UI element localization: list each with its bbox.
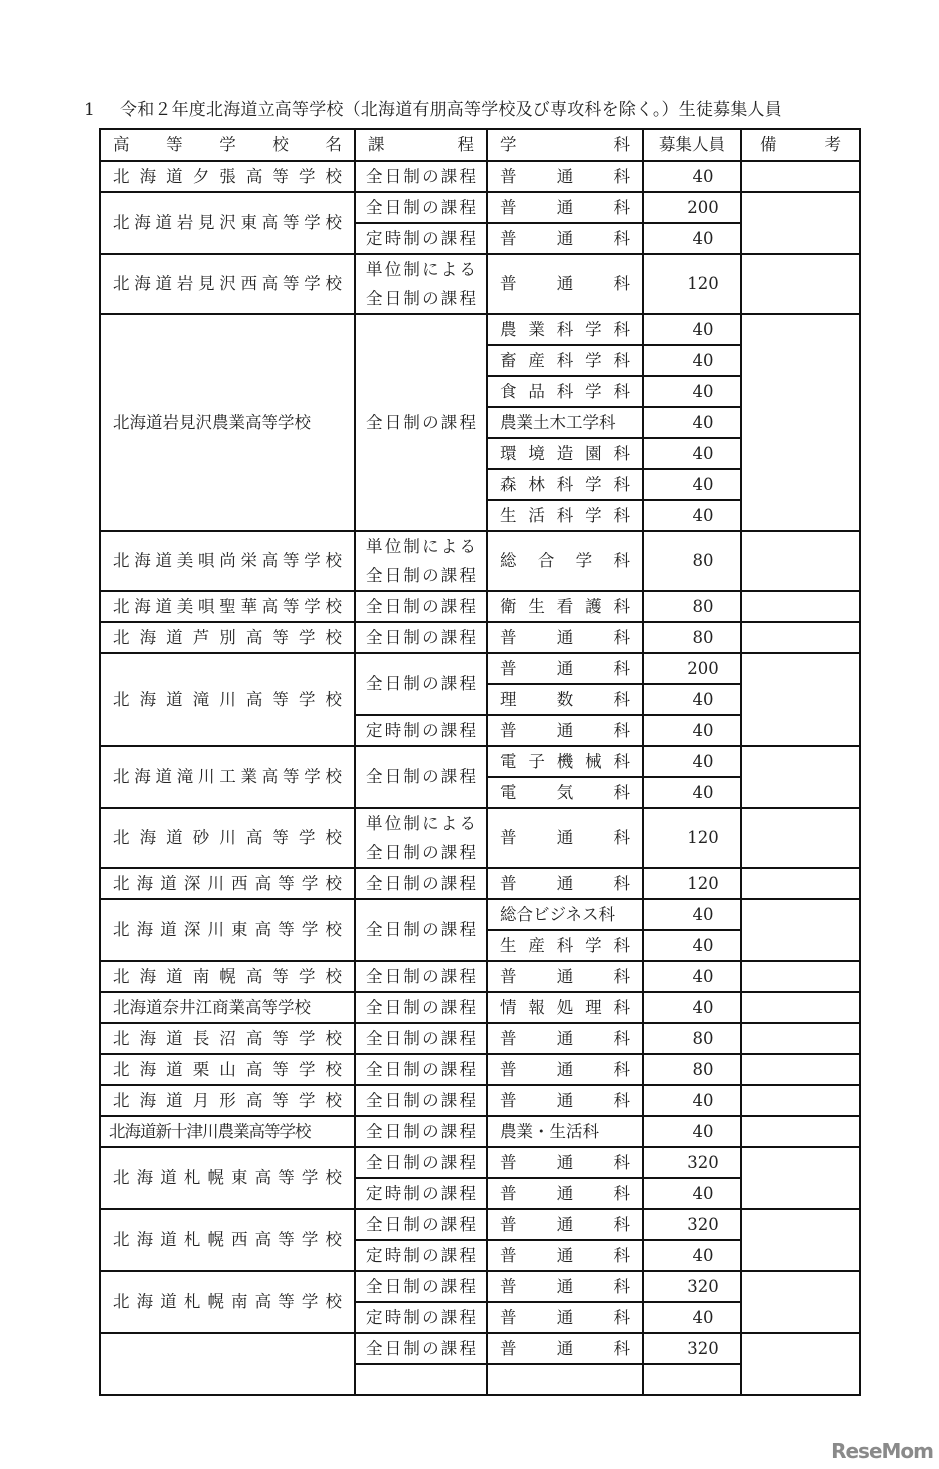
count-cell: 40: [643, 223, 741, 254]
table-row: [100, 899, 860, 930]
count-cell: 40: [643, 345, 741, 376]
course-line: 全日制の課程: [366, 1028, 476, 1048]
table-row: [100, 1209, 860, 1240]
count-cell: 40: [643, 961, 741, 992]
course-line: 全日制の課程: [366, 166, 476, 186]
header-dept: 学科: [487, 129, 643, 161]
dept-cell: 普通科: [487, 868, 643, 899]
count-cell: 40: [643, 1116, 741, 1147]
count-cell: 40: [643, 715, 741, 746]
table-row: [100, 192, 860, 223]
course-cell: [355, 961, 487, 992]
school-name-cell: 北海道美唄聖華高等学校: [100, 591, 355, 622]
course-cell: [355, 899, 487, 961]
school-name-cell: 北海道栗山高等学校: [100, 1054, 355, 1085]
remarks-cell: [741, 1085, 860, 1116]
course-cell: [355, 868, 487, 899]
course-line: 全日制の課程: [366, 873, 476, 893]
course-line: 全日制の課程: [366, 920, 476, 939]
remarks-cell: [741, 808, 860, 868]
course-cell: [355, 1147, 487, 1178]
course-line: 全日制の課程: [366, 997, 476, 1017]
count-cell: 40: [643, 930, 741, 961]
school-name-cell: 北海道深川西高等学校: [100, 868, 355, 899]
header-course: 課程: [355, 129, 487, 161]
count-cell: 40: [643, 161, 741, 192]
dept-cell: 理数科: [487, 684, 643, 715]
course-line: 単位制による: [366, 814, 476, 833]
enrollment-table-container: [99, 128, 861, 1450]
dept-cell: 普通科: [487, 808, 643, 868]
course-cell: [355, 1054, 487, 1085]
count-cell: 80: [643, 1054, 741, 1085]
school-name-cell: 北海道長沼高等学校: [100, 1023, 355, 1054]
dept-cell: 普通科: [487, 1178, 643, 1209]
remarks-cell: [741, 314, 860, 531]
count-cell: 40: [643, 746, 741, 777]
header-remarks: 備考: [741, 129, 860, 161]
course-cell: [355, 591, 487, 622]
dept-cell: 普通科: [487, 254, 643, 314]
course-line: 全日制の課程: [366, 1090, 476, 1110]
document-title: [84, 95, 782, 120]
dept-cell: 衛生看護科: [487, 591, 643, 622]
course-line: 定時制の課程: [366, 228, 476, 248]
dept-cell: 電子機械科: [487, 746, 643, 777]
table-row: [100, 1085, 860, 1116]
dept-cell: 普通科: [487, 192, 643, 223]
course-line: 全日制の課程: [366, 627, 476, 647]
dept-cell: 普通科: [487, 653, 643, 684]
table-row: [100, 1054, 860, 1085]
count-cell: 40: [643, 469, 741, 500]
dept-cell: 森林科学科: [487, 469, 643, 500]
course-line: 単位制による: [366, 260, 476, 279]
school-name-cell: 北海道岩見沢西高等学校: [100, 254, 355, 314]
course-line: 全日制の課程: [366, 566, 476, 585]
remarks-cell: [741, 1147, 860, 1209]
dept-cell: 総合学科: [487, 531, 643, 591]
school-name-cell: 北海道砂川高等学校: [100, 808, 355, 868]
course-line: 全日制の課程: [366, 1059, 476, 1079]
course-line: 全日制の課程: [366, 1214, 476, 1234]
table-row: [100, 1271, 860, 1302]
course-line: 全日制の課程: [366, 412, 476, 432]
count-cell: 200: [643, 192, 741, 223]
school-name-cell: 北海道岩見沢東高等学校: [100, 192, 355, 254]
course-line: 全日制の課程: [366, 1276, 476, 1296]
table-row: [100, 531, 860, 591]
dept-cell: 普通科: [487, 1147, 643, 1178]
remarks-cell: [741, 1271, 860, 1333]
table-row: [100, 254, 860, 314]
course-cell: [355, 1364, 487, 1395]
count-cell: 40: [643, 1302, 741, 1333]
course-cell: [355, 715, 487, 746]
count-cell: 40: [643, 1178, 741, 1209]
table-header-row: [100, 129, 860, 161]
course-line: 全日制の課程: [366, 1152, 476, 1172]
course-line: 全日制の課程: [366, 197, 476, 217]
count-cell: 40: [643, 684, 741, 715]
school-name-cell: [100, 1333, 355, 1395]
course-cell: [355, 1023, 487, 1054]
remarks-cell: [741, 531, 860, 591]
course-line: 全日制の課程: [366, 1121, 476, 1141]
school-name-cell: 北海道南幌高等学校: [100, 961, 355, 992]
table-row: [100, 992, 860, 1023]
course-cell: [355, 1116, 487, 1147]
school-name-cell: 北海道札幌東高等学校: [100, 1147, 355, 1209]
table-row: [100, 868, 860, 899]
course-cell: [355, 1085, 487, 1116]
count-cell: 40: [643, 407, 741, 438]
count-cell: 40: [643, 992, 741, 1023]
school-name-cell: 北海道美唄尚栄高等学校: [100, 531, 355, 591]
remarks-cell: [741, 1116, 860, 1147]
dept-cell: [487, 1364, 643, 1395]
remarks-cell: [741, 992, 860, 1023]
count-cell: 320: [643, 1271, 741, 1302]
dept-cell: 農業土木工学科: [487, 407, 643, 438]
count-cell: 80: [643, 622, 741, 653]
count-cell: 80: [643, 1023, 741, 1054]
count-cell: [643, 1364, 741, 1395]
remarks-cell: [741, 653, 860, 746]
school-name-cell: 北海道月形高等学校: [100, 1085, 355, 1116]
course-cell: [355, 622, 487, 653]
dept-cell: 総合ビジネス科: [487, 899, 643, 930]
course-cell: [355, 992, 487, 1023]
count-cell: 320: [643, 1209, 741, 1240]
course-line: 全日制の課程: [366, 596, 476, 616]
header-school: 高等学校名: [100, 129, 355, 161]
dept-cell: 普通科: [487, 1271, 643, 1302]
remarks-cell: [741, 591, 860, 622]
course-line: 定時制の課程: [366, 1307, 476, 1327]
dept-cell: 普通科: [487, 1302, 643, 1333]
course-line: 全日制の課程: [366, 767, 476, 786]
course-cell: [355, 1209, 487, 1240]
table-row: [100, 746, 860, 777]
section-number: 1: [84, 100, 96, 120]
remarks-cell: [741, 868, 860, 899]
course-cell: [355, 746, 487, 808]
remarks-cell: [741, 1209, 860, 1271]
dept-cell: 畜産科学科: [487, 345, 643, 376]
title-text: 令和２年度北海道立高等学校（北海道有朋高等学校及び専攻科を除く。）生徒募集人員: [120, 100, 782, 120]
course-line: 全日制の課程: [366, 674, 476, 693]
remarks-cell: [741, 1333, 860, 1395]
course-cell: [355, 254, 487, 314]
dept-cell: 普通科: [487, 1023, 643, 1054]
count-cell: 40: [643, 1240, 741, 1271]
table-row: [100, 1023, 860, 1054]
count-cell: 200: [643, 653, 741, 684]
school-name-cell: 北海道深川東高等学校: [100, 899, 355, 961]
course-cell: [355, 653, 487, 715]
enrollment-table: [99, 128, 861, 1396]
school-name-cell: 北海道奈井江商業高等学校: [100, 992, 355, 1023]
count-cell: 40: [643, 314, 741, 345]
dept-cell: 電気科: [487, 777, 643, 808]
course-line: 定時制の課程: [366, 1245, 476, 1265]
remarks-cell: [741, 161, 860, 192]
dept-cell: 農業・生活科: [487, 1116, 643, 1147]
resemom-watermark-logo: ReseMom: [831, 1439, 933, 1463]
count-cell: 320: [643, 1147, 741, 1178]
course-cell: [355, 314, 487, 531]
table-row: [100, 1147, 860, 1178]
dept-cell: 普通科: [487, 223, 643, 254]
course-cell: [355, 223, 487, 254]
table-row: [100, 961, 860, 992]
course-cell: [355, 192, 487, 223]
course-cell: [355, 531, 487, 591]
course-line: 全日制の課程: [366, 843, 476, 862]
school-name-cell: 北海道札幌西高等学校: [100, 1209, 355, 1271]
course-line: 全日制の課程: [366, 289, 476, 308]
dept-cell: 環境造園科: [487, 438, 643, 469]
dept-cell: 情報処理科: [487, 992, 643, 1023]
count-cell: 320: [643, 1333, 741, 1364]
course-cell: [355, 1178, 487, 1209]
dept-cell: 普通科: [487, 1085, 643, 1116]
school-name-cell: 北海道滝川工業高等学校: [100, 746, 355, 808]
table-row: [100, 314, 860, 345]
course-line: 単位制による: [366, 537, 476, 556]
course-line: 定時制の課程: [366, 720, 476, 740]
count-cell: 40: [643, 899, 741, 930]
remarks-cell: [741, 961, 860, 992]
table-row: [100, 1333, 860, 1364]
table-row: [100, 808, 860, 868]
table-row: [100, 591, 860, 622]
course-cell: [355, 1271, 487, 1302]
count-cell: 120: [643, 868, 741, 899]
school-name-cell: 北海道芦別高等学校: [100, 622, 355, 653]
count-cell: 120: [643, 254, 741, 314]
dept-cell: 農業科学科: [487, 314, 643, 345]
school-name-cell: 北海道滝川高等学校: [100, 653, 355, 746]
dept-cell: 普通科: [487, 961, 643, 992]
dept-cell: 食品科学科: [487, 376, 643, 407]
dept-cell: 普通科: [487, 1054, 643, 1085]
course-cell: [355, 1240, 487, 1271]
dept-cell: 普通科: [487, 1333, 643, 1364]
table-row: [100, 653, 860, 684]
course-cell: [355, 1302, 487, 1333]
school-name-cell: 北海道札幌南高等学校: [100, 1271, 355, 1333]
table-row: [100, 161, 860, 192]
course-cell: [355, 808, 487, 868]
count-cell: 40: [643, 777, 741, 808]
remarks-cell: [741, 192, 860, 254]
dept-cell: 普通科: [487, 161, 643, 192]
count-cell: 40: [643, 438, 741, 469]
course-line: 全日制の課程: [366, 1338, 476, 1358]
remarks-cell: [741, 899, 860, 961]
dept-cell: 普通科: [487, 622, 643, 653]
header-count: 募集人員: [643, 129, 741, 161]
school-name-cell: 北海道岩見沢農業高等学校: [100, 314, 355, 531]
dept-cell: 生産科学科: [487, 930, 643, 961]
count-cell: 40: [643, 500, 741, 531]
remarks-cell: [741, 1023, 860, 1054]
school-name-cell: 北海道夕張高等学校: [100, 161, 355, 192]
count-cell: 120: [643, 808, 741, 868]
dept-cell: 普通科: [487, 1240, 643, 1271]
dept-cell: 普通科: [487, 715, 643, 746]
count-cell: 40: [643, 1085, 741, 1116]
remarks-cell: [741, 1054, 860, 1085]
table-row: [100, 622, 860, 653]
course-cell: [355, 1333, 487, 1364]
course-line: 全日制の課程: [366, 966, 476, 986]
school-name-cell: 北海道新十津川農業高等学校: [100, 1116, 355, 1147]
course-cell: [355, 161, 487, 192]
remarks-cell: [741, 622, 860, 653]
dept-cell: 普通科: [487, 1209, 643, 1240]
course-line: 定時制の課程: [366, 1183, 476, 1203]
table-row: [100, 1116, 860, 1147]
count-cell: 80: [643, 531, 741, 591]
remarks-cell: [741, 746, 860, 808]
remarks-cell: [741, 254, 860, 314]
dept-cell: 生活科学科: [487, 500, 643, 531]
count-cell: 80: [643, 591, 741, 622]
count-cell: 40: [643, 376, 741, 407]
